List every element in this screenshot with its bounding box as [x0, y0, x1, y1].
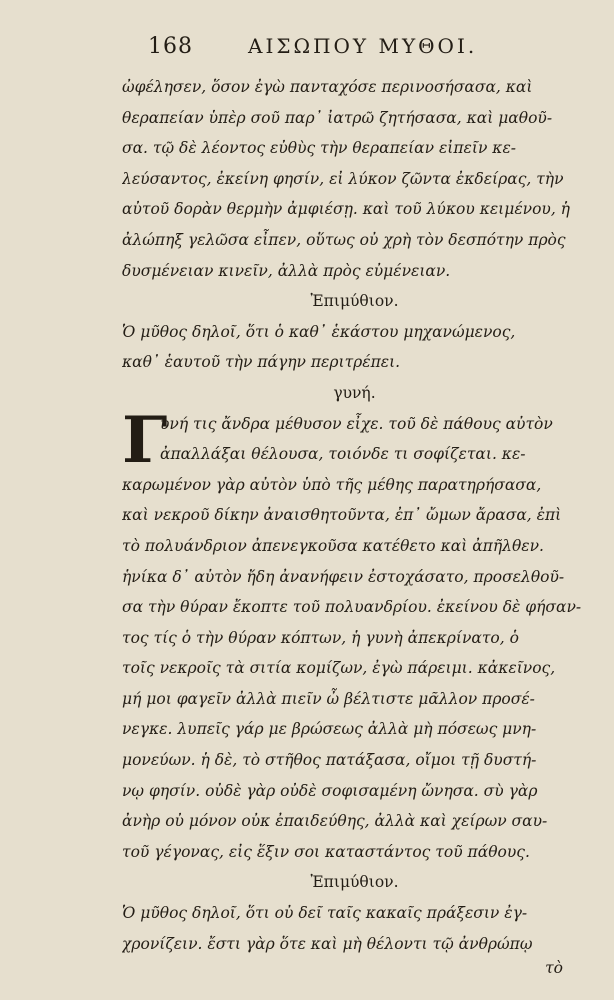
text-line: μή μοι φαγεῖν ἀλλὰ πιεῖν ὦ βέλτιστε μᾶλλον προσέ- [122, 689, 535, 708]
fable-title: γυνή. [333, 383, 376, 402]
epimythion-1 [122, 317, 587, 378]
text-line: αὐτοῦ δορὰν θερμὴν ἀμφιέσῃ. καὶ τοῦ λύκου κειμένου, ἡ [122, 200, 570, 219]
page-header [0, 34, 614, 74]
text-line: τοῖς νεκροῖς τὰ σιτία κομίζων, ἐγὼ πάρειμι. κἀκεῖνος, [122, 659, 556, 678]
text-line: Ὁ μῦθος δηλοῖ, ὅτι ὁ καθ᾽ ἑκάστου μηχανώμενος, [122, 322, 516, 341]
text-line: νεγκε. λυπεῖς γάρ με βρώσεως ἀλλὰ μὴ πόσεως μνη- [122, 720, 537, 739]
text-line: μονεύων. ἡ δὲ, τὸ στῆθος πατάξασα, οἴμοι τῇ δυστή- [122, 751, 537, 770]
fable-2-body [122, 402, 587, 868]
text-line: καὶ νεκροῦ δίκην ἀναισθητοῦντα, ἐπ᾽ ὤμων ἄρασα, ἐπὶ [122, 506, 562, 525]
text-line: τοῦ γέγονας, εἰς ἕξιν σοι καταστάντος τοῦ πάθους. [122, 842, 530, 861]
catchword-line [122, 959, 587, 989]
text-line: υνή τις ἄνδρα μέθυσον εἶχε. τοῦ δὲ πάθους αὐτὸν [160, 414, 553, 433]
epimythion-heading: Ἐπιμύθιον. [310, 873, 399, 892]
main-text-block [122, 72, 587, 989]
text-line: θεραπείαν ὑπὲρ σοῦ παρ᾽ ἰατρῶ ζητήσασα, καὶ μαθοῦ- [122, 108, 553, 127]
text-line: λεύσαντος, ἐκείνη φησίν, εἰ λύκον ζῶντα ἐκδείρας, τὴν [122, 169, 564, 188]
text-line: σα τὴν θύραν ἔκοπτε τοῦ πολυανδρίου. ἐκείνου δὲ φήσαν- [122, 598, 582, 617]
text-line: τὸ πολυάνδριον ἀπενεγκοῦσα κατέθετο καὶ ἀπῆλθεν. [122, 536, 544, 555]
text-line: Ὁ μῦθος δηλοῖ, ὅτι οὐ δεῖ ταῖς κακαῖς πράξεσιν ἐγ- [122, 904, 528, 923]
drop-cap-initial: Γ [122, 402, 168, 478]
text-line: καρωμένον γὰρ αὐτὸν ὑπὸ τῆς μέθης παρατηρήσασα, [122, 475, 542, 494]
text-line: ἡνίκα δ᾽ αὐτὸν ἤδη ἀνανήφειν ἐστοχάσατο, προσελθοῦ- [122, 567, 565, 586]
text-line: ὠφέλησεν, ὅσον ἐγὼ πανταχόσε περινοσήσασα, καὶ [122, 78, 533, 96]
text-line: τος τίς ὁ τὴν θύραν κόπτων, ἡ γυνὴ ἀπεκρίνατο, ὁ [122, 628, 519, 647]
page-number: 168 [148, 34, 193, 59]
text-line: ἀνὴρ οὐ μόνον οὐκ ἐπαιδεύθης, ἀλλὰ καὶ χείρων σαυ- [122, 812, 548, 831]
text-line: νῳ φησίν. οὐδὲ γὰρ οὐδὲ σοφισαμένη ὤνησα. σὺ γὰρ [122, 781, 538, 800]
text-line: ἀλώπηξ γελῶσα εἶπεν, οὕτως οὐ χρὴ τὸν δεσπότην πρὸς [122, 230, 566, 249]
text-line: καθ᾽ ἑαυτοῦ τὴν πάγην περιτρέπει. [122, 353, 401, 372]
text-line: ἀπαλλάξαι θέλουσα, τοιόνδε τι σοφίζεται. κε- [160, 445, 526, 464]
text-line: σα. τῷ δὲ λέοντος εὐθὺς τὴν θεραπείαν εἰπεῖν κε- [122, 139, 517, 158]
text-line: χρονίζειν. ἔστι γὰρ ὅτε καὶ μὴ θέλοντι τῷ ἀνθρώπῳ [122, 934, 533, 953]
running-title: ΑΙΣΩΠΟΥ ΜΥΘΟΙ. [248, 34, 478, 58]
catchword: τὸ [545, 959, 563, 978]
epimythion-2 [122, 898, 587, 959]
fable-1-continuation [122, 72, 587, 286]
text-line: δυσμένειαν κινεῖν, ἀλλὰ πρὸς εὐμένειαν. [122, 261, 451, 280]
epimythion-heading: Ἐπιμύθιον. [310, 292, 399, 311]
